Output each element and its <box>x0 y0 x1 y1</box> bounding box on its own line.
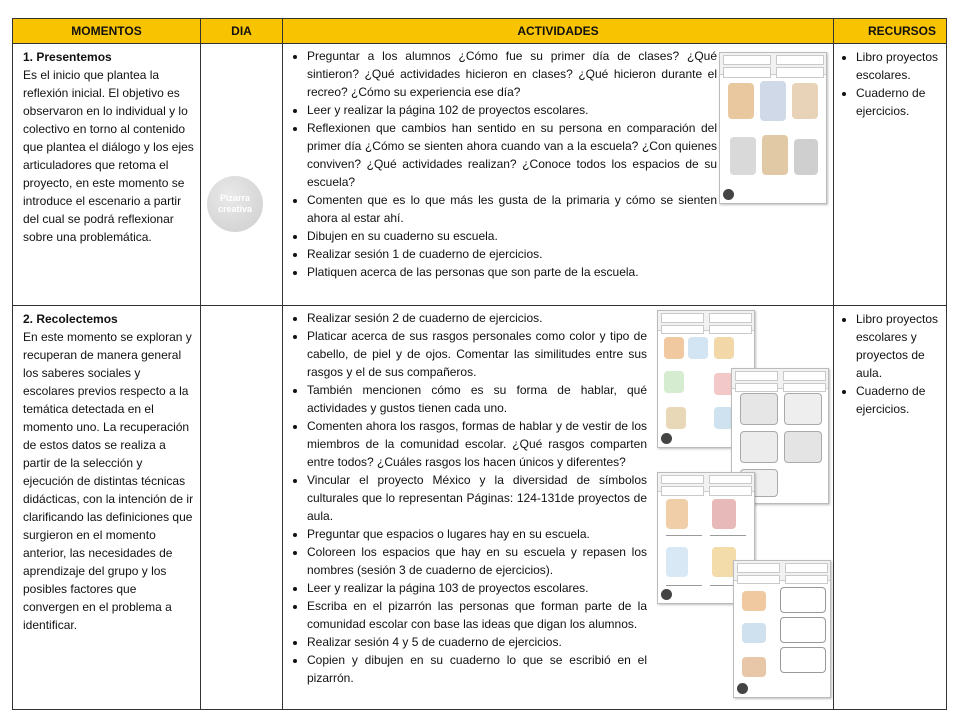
momento-cell <box>13 44 201 306</box>
list-item: • Libro proyectos escolares y proyectos de aula. <box>856 310 942 382</box>
list-item: • Realizar sesión 1 de cuaderno de ejercicios. <box>307 245 717 263</box>
recursos-list <box>834 310 942 418</box>
list-item: • Preguntar que espacios o lugares hay en su escuela. <box>307 525 647 543</box>
recursos-cell <box>834 44 947 306</box>
recursos-cell <box>834 306 947 710</box>
list-item: • Libro proyectos escolares. <box>856 48 942 84</box>
recursos-list <box>834 48 942 120</box>
list-item: • Preguntar a los alumnos ¿Cómo fue su primer día de clases? ¿Qué sintieron? ¿Qué actividades hicieron en clases? ¿Qué hicieron durante el recreo? ¿Cómo su experiencia ese día? <box>307 47 717 101</box>
actividades-cell <box>283 306 834 710</box>
list-item: • Vincular el proyecto México y la diversidad de símbolos culturales que lo representan Páginas: 124-131de proyectos de aula. <box>307 471 647 525</box>
list-item: • Escriba en el pizarrón las personas que forman parte de la comunidad escolar con base las ideas que digan los alumnos. <box>307 597 647 633</box>
list-item: • Comenten ahora los rasgos, formas de hablar y de vestir de los miembros de la comunidad escolar. ¿Qué rasgos comparten entre todos? ¿Cuáles rasgos los hacen únicos y diferentes? <box>307 417 647 471</box>
header-actividades: ACTIVIDADES <box>283 19 834 44</box>
table-row <box>13 306 947 710</box>
lesson-plan-table <box>12 18 947 710</box>
actividades-list <box>287 309 647 687</box>
watermark-line-1: Pizarra <box>219 193 251 203</box>
momento-title: 2. Recolectemos <box>23 312 118 326</box>
worksheet-thumbnail <box>719 52 827 204</box>
list-item: • Reflexionen que cambios han sentido en su persona en comparación del primer día ¿Cómo se sienten ahora cuando van a la escuela? ¿Con quienes conviven? ¿Qué actividades realizan? ¿Conoce todos los espacios de su escuela? <box>307 119 717 191</box>
watermark-line-2: creativa <box>217 204 253 214</box>
list-item: • Dibujen en su cuaderno su escuela. <box>307 227 717 245</box>
list-item: • Platicar acerca de sus rasgos personales como color y tipo de cabello, de piel y de ojos. Comentar las similitudes entre sus rasgos y el de sus compañeros. <box>307 327 647 381</box>
header-recursos: RECURSOS <box>834 19 947 44</box>
list-item: • Realizar sesión 2 de cuaderno de ejercicios. <box>307 309 647 327</box>
list-item: • Realizar sesión 4 y 5 de cuaderno de ejercicios. <box>307 633 647 651</box>
list-item: • Copien y dibujen en su cuaderno lo que se escribió en el pizarrón. <box>307 651 647 687</box>
dia-cell <box>201 306 283 710</box>
table-row <box>13 44 947 306</box>
momento-title: 1. Presentemos <box>23 50 112 64</box>
momento-cell <box>13 306 201 710</box>
momento-description: Es el inicio que plantea la reflexión inicial. El objetivo es observaron en lo individual y lo colectivo en torno al contenido que plantea el diálogo y los ejes articuladores que retoma el proyecto, en este momento se introduce el escenario a partir del cual se podrá reflexionar sobre una problemática. <box>23 68 194 244</box>
list-item: • Platiquen acerca de las personas que son parte de la escuela. <box>307 263 717 281</box>
list-item: • Leer y realizar la página 102 de proyectos escolares. <box>307 101 717 119</box>
header-dia: DIA <box>201 19 283 44</box>
worksheet-thumbnail <box>733 560 831 698</box>
list-item: • Cuaderno de ejercicios. <box>856 84 942 120</box>
actividades-list <box>287 47 717 281</box>
list-item: • Leer y realizar la página 103 de proyectos escolares. <box>307 579 647 597</box>
list-item: • Cuaderno de ejercicios. <box>856 382 942 418</box>
momento-description: En este momento se exploran y recuperan de manera general los saberes sociales y escolares previos respecto a la temática detectada en el momento uno. La recuperación de estos datos se realiza a partir de la selección y ejecución de distintas técnicas didácticas, con la intención de ir clarificando las definiciones que surgieron en el momento anterior, las necesidades de aprendizaje del grupo y los posibles factores que convergen en el problema a identificar. <box>23 330 194 632</box>
dia-cell <box>201 44 283 306</box>
list-item: • Comenten que es lo que más les gusta de la primaria y cómo se sienten ahora al estar ahí. <box>307 191 717 227</box>
header-momentos: MOMENTOS <box>13 19 201 44</box>
watermark-logo <box>207 176 263 232</box>
list-item: • Coloreen los espacios que hay en su escuela y repasen los nombres (sesión 3 de cuaderno de ejercicios). <box>307 543 647 579</box>
list-item: • También mencionen cómo es su forma de hablar, qué actividades y gustos tienen cada uno. <box>307 381 647 417</box>
table-header-row <box>13 19 947 44</box>
actividades-cell <box>283 44 834 306</box>
